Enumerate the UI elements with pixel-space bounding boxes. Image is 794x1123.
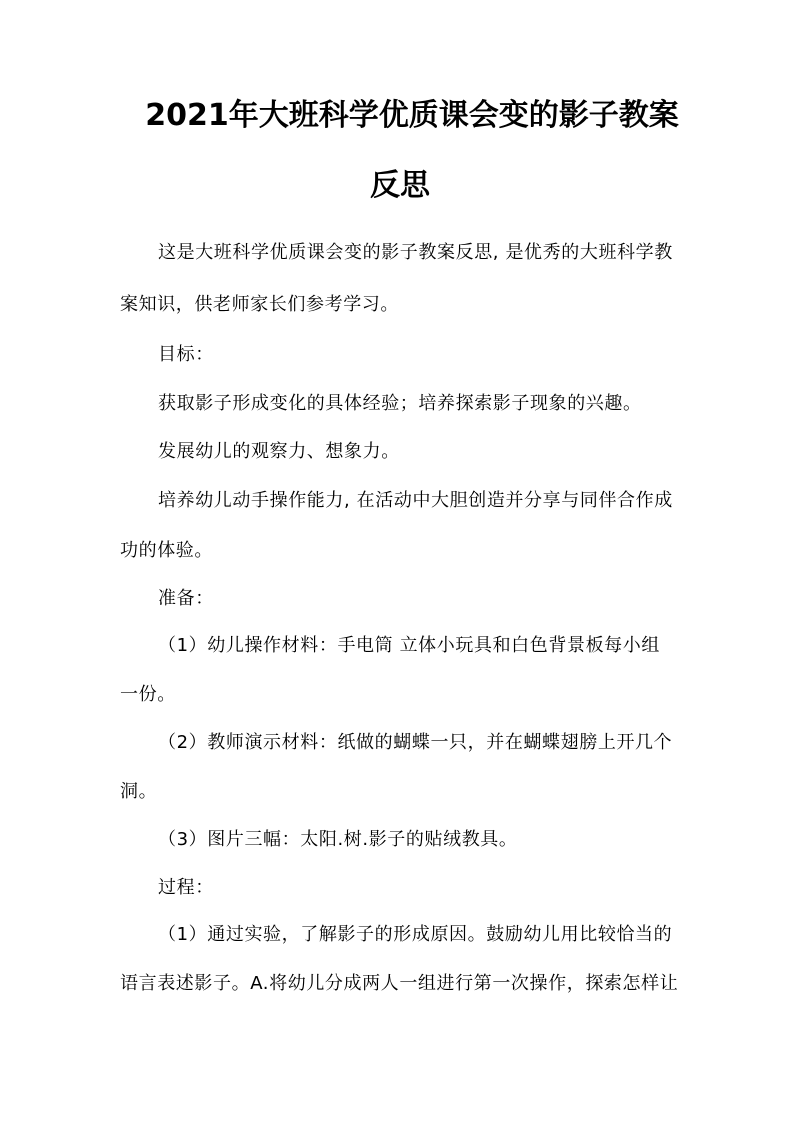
prep-item-1-line-2: 一份。 (120, 684, 176, 705)
section-heading-preparation: 准备： (158, 588, 214, 609)
goal-item-1: 获取影子形成变化的具体经验；培养探索影子现象的兴趣。 (158, 393, 642, 414)
goal-item-3-line-2: 功的体验。 (120, 540, 213, 561)
paragraph-intro-line-1: 这是大班科学优质课会变的影子教案反思, 是优秀的大班科学教 (158, 242, 673, 263)
process-item-1-line-2: 语言表述影子。A.将幼儿分成两人一组进行第一次操作，探索怎样让 (120, 973, 679, 994)
prep-item-3: （3）图片三幅：太阳.树.影子的贴绒教具。 (158, 829, 518, 850)
prep-item-2-line-2: 洞。 (120, 781, 158, 802)
process-item-1-line-1: （1）通过实验，了解影子的形成原因。鼓励幼儿用比较恰当的 (158, 924, 673, 945)
prep-item-2-line-1: （2）教师演示材料：纸做的蝴蝶一只，并在蝴蝶翅膀上开几个 (158, 732, 673, 753)
section-heading-goals: 目标： (158, 344, 214, 365)
document-title-line-2: 反思 (370, 168, 430, 203)
goal-item-2: 发展幼儿的观察力、想象力。 (158, 441, 400, 462)
section-heading-process: 过程： (158, 877, 214, 898)
paragraph-intro-line-2: 案知识，供老师家长们参考学习。 (120, 294, 399, 315)
goal-item-3-line-1: 培养幼儿动手操作能力, 在活动中大胆创造并分享与同伴合作成 (158, 490, 673, 511)
prep-item-1-line-1: （1）幼儿操作材料：手电筒 立体小玩具和白色背景板每小组 (158, 635, 660, 656)
document-title-line-1: 2021年大班科学优质课会变的影子教案 (145, 98, 679, 133)
